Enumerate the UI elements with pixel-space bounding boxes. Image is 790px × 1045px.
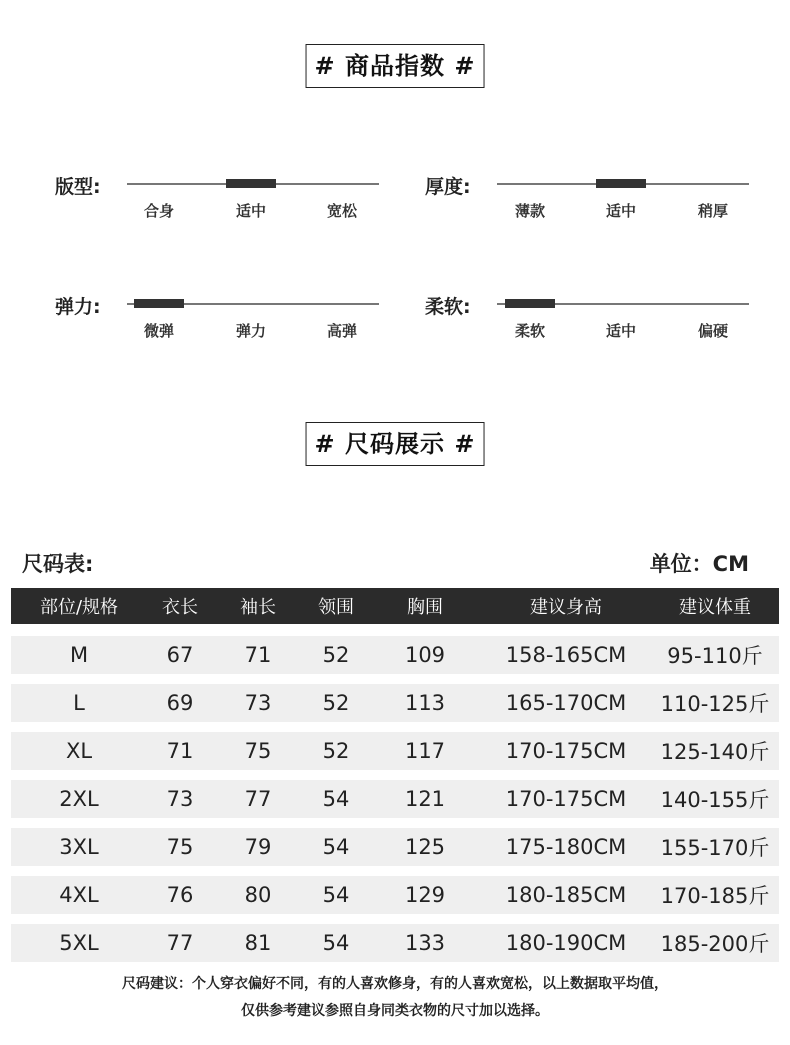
table-cell: 54 xyxy=(322,835,350,859)
elasticity-label: 弹力: xyxy=(55,296,101,318)
table-cell: 180-185CM xyxy=(505,883,627,907)
table-cell: 75 xyxy=(244,739,272,763)
table-cell: 81 xyxy=(244,931,272,955)
table-row xyxy=(11,684,779,722)
table-cell: 79 xyxy=(244,835,272,859)
table-cell: 73 xyxy=(166,787,194,811)
header-cell: 部位/规格 xyxy=(39,597,119,618)
table-cell: 80 xyxy=(244,883,272,907)
table-cell: 110-125斤 xyxy=(660,692,770,716)
header-cell: 袖长 xyxy=(240,597,276,618)
table-cell: 71 xyxy=(166,739,194,763)
scale-option: 稍厚 xyxy=(697,202,728,220)
scale-marker xyxy=(226,179,276,188)
scale-option: 适中 xyxy=(235,202,266,220)
scale-option: 弹力 xyxy=(235,322,266,340)
size-table-label: 尺码表: xyxy=(22,552,94,576)
table-cell: 3XL xyxy=(59,835,99,859)
table-cell: 69 xyxy=(166,691,194,715)
scale-marker xyxy=(134,299,184,308)
table-row xyxy=(11,780,779,818)
table-cell: 76 xyxy=(166,883,194,907)
scale-option: 宽松 xyxy=(326,202,357,220)
scale-marker xyxy=(596,179,646,188)
table-row xyxy=(11,828,779,866)
scale-option: 适中 xyxy=(605,202,636,220)
softness-scale xyxy=(425,292,755,352)
table-cell: 121 xyxy=(404,787,446,811)
table-cell: 125-140斤 xyxy=(660,740,770,764)
table-cell: 158-165CM xyxy=(505,643,627,667)
table-cell: 140-155斤 xyxy=(660,788,770,812)
table-cell: 67 xyxy=(166,643,194,667)
scale-marker xyxy=(505,299,555,308)
table-cell: 71 xyxy=(244,643,272,667)
scale-option: 高弹 xyxy=(326,322,357,340)
table-cell: 165-170CM xyxy=(505,691,627,715)
fit-scale xyxy=(55,172,385,232)
table-row xyxy=(11,924,779,962)
table-cell: XL xyxy=(65,739,93,763)
table-cell: 175-180CM xyxy=(505,835,627,859)
table-cell: M xyxy=(69,643,89,667)
table-cell: 77 xyxy=(244,787,272,811)
table-cell: 52 xyxy=(322,643,350,667)
table-cell: 4XL xyxy=(59,883,99,907)
table-cell: 2XL xyxy=(59,787,99,811)
table-cell: 75 xyxy=(166,835,194,859)
table-cell: 155-170斤 xyxy=(660,836,770,860)
table-cell: 170-175CM xyxy=(505,739,627,763)
table-cell: 109 xyxy=(404,643,446,667)
table-cell: 54 xyxy=(322,931,350,955)
table-cell: 129 xyxy=(404,883,446,907)
fit-label: 版型: xyxy=(55,176,101,198)
table-cell: 180-190CM xyxy=(505,931,627,955)
scale-option: 微弹 xyxy=(143,322,174,340)
table-row xyxy=(11,636,779,674)
table-cell: 185-200斤 xyxy=(660,932,770,956)
product-index-title: # 商品指数 # xyxy=(306,44,485,88)
scale-option: 柔软 xyxy=(514,322,545,340)
table-cell: 54 xyxy=(322,883,350,907)
table-cell: 5XL xyxy=(59,931,99,955)
thickness-scale xyxy=(425,172,755,232)
size-table xyxy=(11,588,779,972)
elasticity-scale xyxy=(55,292,385,352)
table-cell: 125 xyxy=(404,835,446,859)
table-cell: 113 xyxy=(404,691,446,715)
unit-label: 单位：CM xyxy=(649,552,749,576)
header-cell: 建议身高 xyxy=(530,597,602,618)
table-cell: 54 xyxy=(322,787,350,811)
table-cell: 117 xyxy=(404,739,446,763)
scale-option: 薄款 xyxy=(514,202,545,220)
header-cell: 衣长 xyxy=(162,597,198,618)
header-cell: 胸围 xyxy=(407,597,443,618)
table-cell: 170-185斤 xyxy=(660,884,770,908)
header-cell: 建议体重 xyxy=(679,597,751,618)
size-advice-note-2: 仅供参考建议参照自身同类衣物的尺寸加以选择。 xyxy=(241,1003,549,1019)
size-display-title: # 尺码展示 # xyxy=(306,422,485,466)
table-row xyxy=(11,876,779,914)
scale-option: 偏硬 xyxy=(697,322,728,340)
table-cell: 52 xyxy=(322,691,350,715)
table-cell: 170-175CM xyxy=(505,787,627,811)
table-cell: L xyxy=(73,691,85,715)
table-cell: 95-110斤 xyxy=(667,644,763,668)
table-cell: 52 xyxy=(322,739,350,763)
table-cell: 133 xyxy=(404,931,446,955)
scale-option: 适中 xyxy=(605,322,636,340)
table-cell: 73 xyxy=(244,691,272,715)
thickness-label: 厚度: xyxy=(425,176,471,198)
size-advice-note: 尺码建议：个人穿衣偏好不同，有的人喜欢修身，有的人喜欢宽松，以上数据取平均值， xyxy=(122,976,668,992)
softness-label: 柔软: xyxy=(425,296,471,318)
table-cell: 77 xyxy=(166,931,194,955)
table-row xyxy=(11,732,779,770)
table-header-row xyxy=(11,588,779,624)
header-cell: 领围 xyxy=(318,597,354,618)
scale-option: 合身 xyxy=(143,202,174,220)
